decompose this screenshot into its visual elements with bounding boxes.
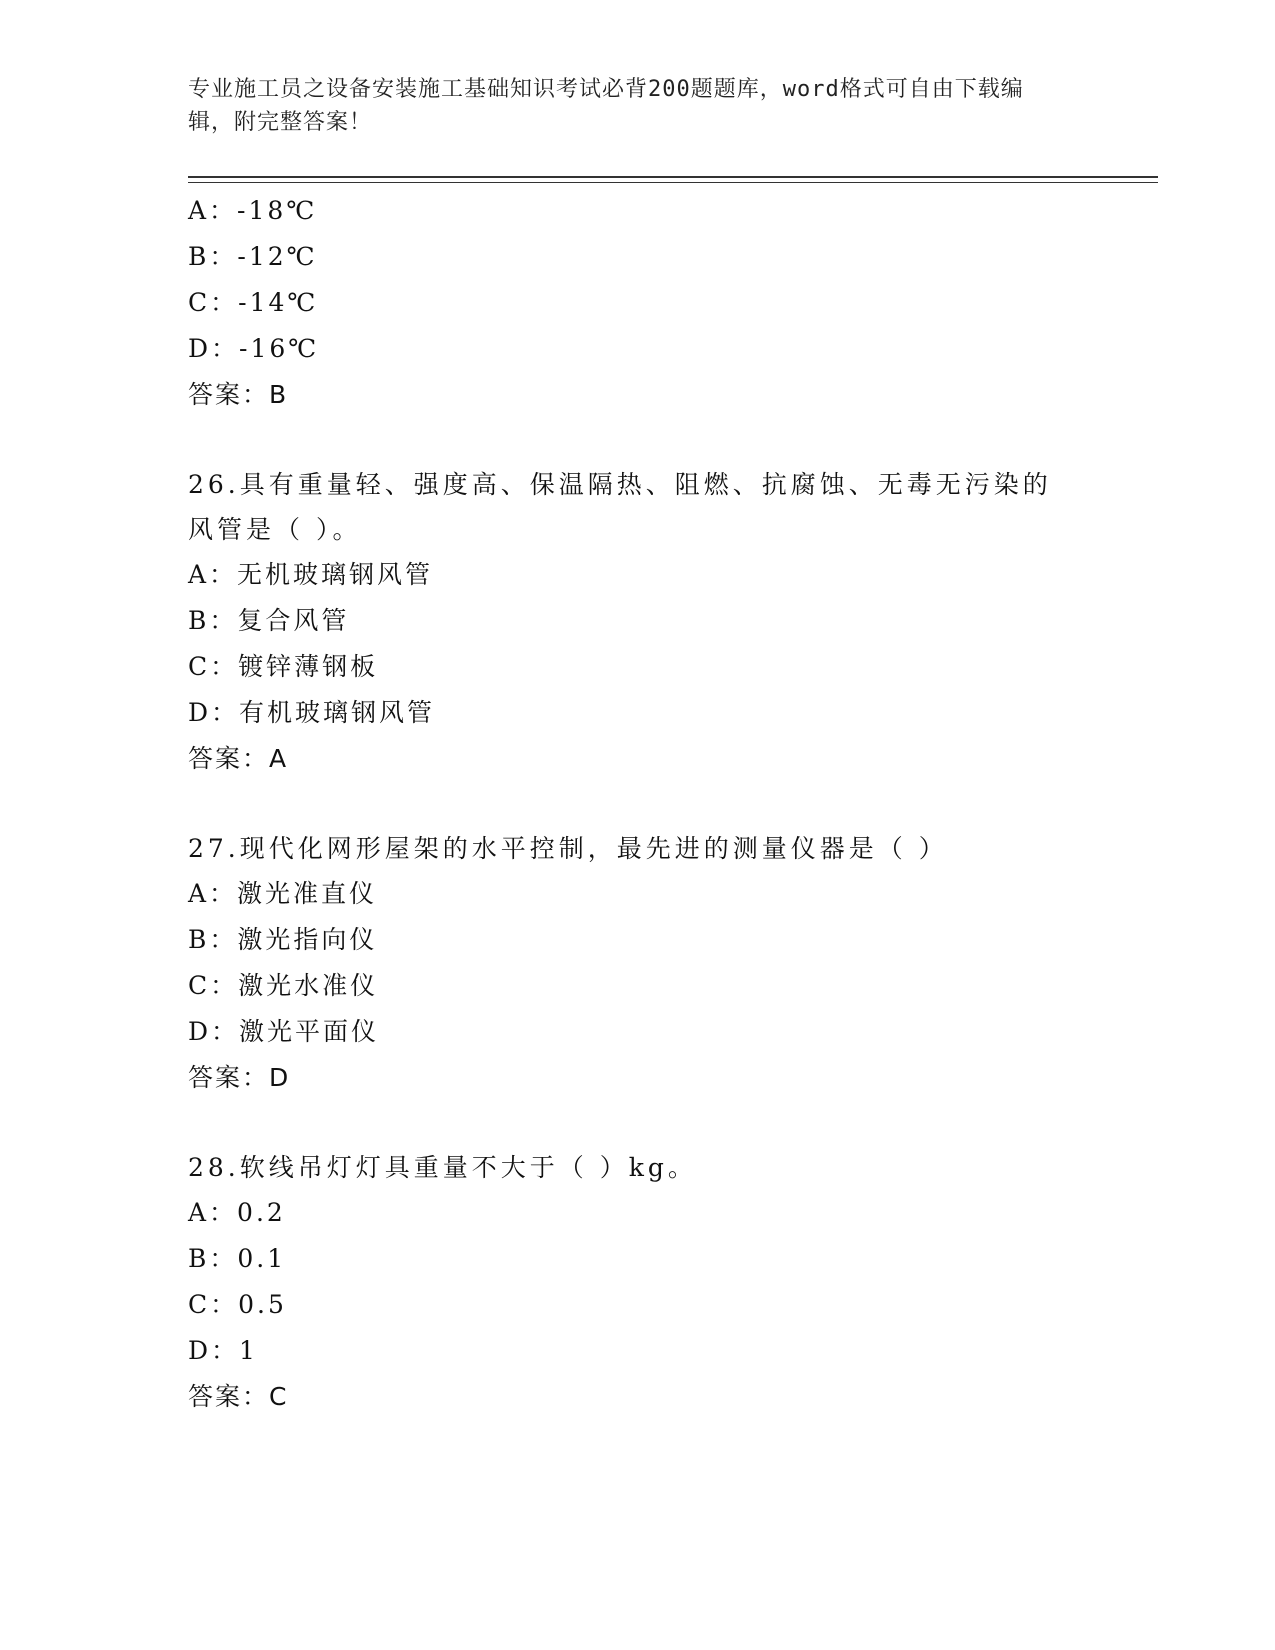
option-b: B：-12℃ (188, 242, 318, 271)
option-d: D：激光平面仪 (188, 1017, 380, 1046)
option-c: C：0.5 (188, 1290, 287, 1319)
option-c: C：镀锌薄钢板 (188, 652, 379, 681)
option-c: C：-14℃ (188, 288, 319, 317)
option-b: B：激光指向仪 (188, 925, 378, 954)
answer-line: 答案：D (188, 1063, 291, 1092)
block-spacer (188, 418, 1088, 462)
option-b: B：0.1 (188, 1244, 287, 1273)
answer-line: 答案：C (188, 1382, 289, 1411)
header-divider-thin (188, 182, 1158, 183)
option-c: C：激光水准仪 (188, 971, 379, 1000)
option-a: A：-18℃ (188, 196, 318, 225)
option-d: D：-16℃ (188, 334, 320, 363)
answer-line: 答案：A (188, 744, 289, 773)
option-a: A：无机玻璃钢风管 (188, 560, 434, 589)
question-block (188, 826, 1088, 1101)
option-a: A：激光准直仪 (188, 879, 378, 908)
option-d: D：有机玻璃钢风管 (188, 698, 436, 727)
question-block (188, 188, 1088, 418)
option-b: B：复合风管 (188, 606, 350, 635)
question-text: 26.具有重量轻、强度高、保温隔热、阻燃、抗腐蚀、无毒无污染的风管是（ ）。 (188, 470, 1052, 544)
document-header: 专业施工员之设备安装施工基础知识考试必背200题题库，word格式可自由下载编辑，附完整答案！ (188, 77, 1024, 135)
question-block (188, 1145, 1088, 1420)
block-spacer (188, 782, 1088, 826)
option-d: D：1 (188, 1336, 258, 1365)
header-divider (188, 176, 1158, 178)
option-a: A：0.2 (188, 1198, 286, 1227)
question-block (188, 462, 1088, 782)
question-text: 28.软线吊灯灯具重量不大于（ ）kg。 (188, 1153, 697, 1182)
answer-line: 答案：B (188, 380, 289, 409)
block-spacer (188, 1101, 1088, 1145)
question-text: 27.现代化网形屋架的水平控制，最先进的测量仪器是（ ） (188, 834, 948, 863)
question-list (188, 188, 1088, 1420)
